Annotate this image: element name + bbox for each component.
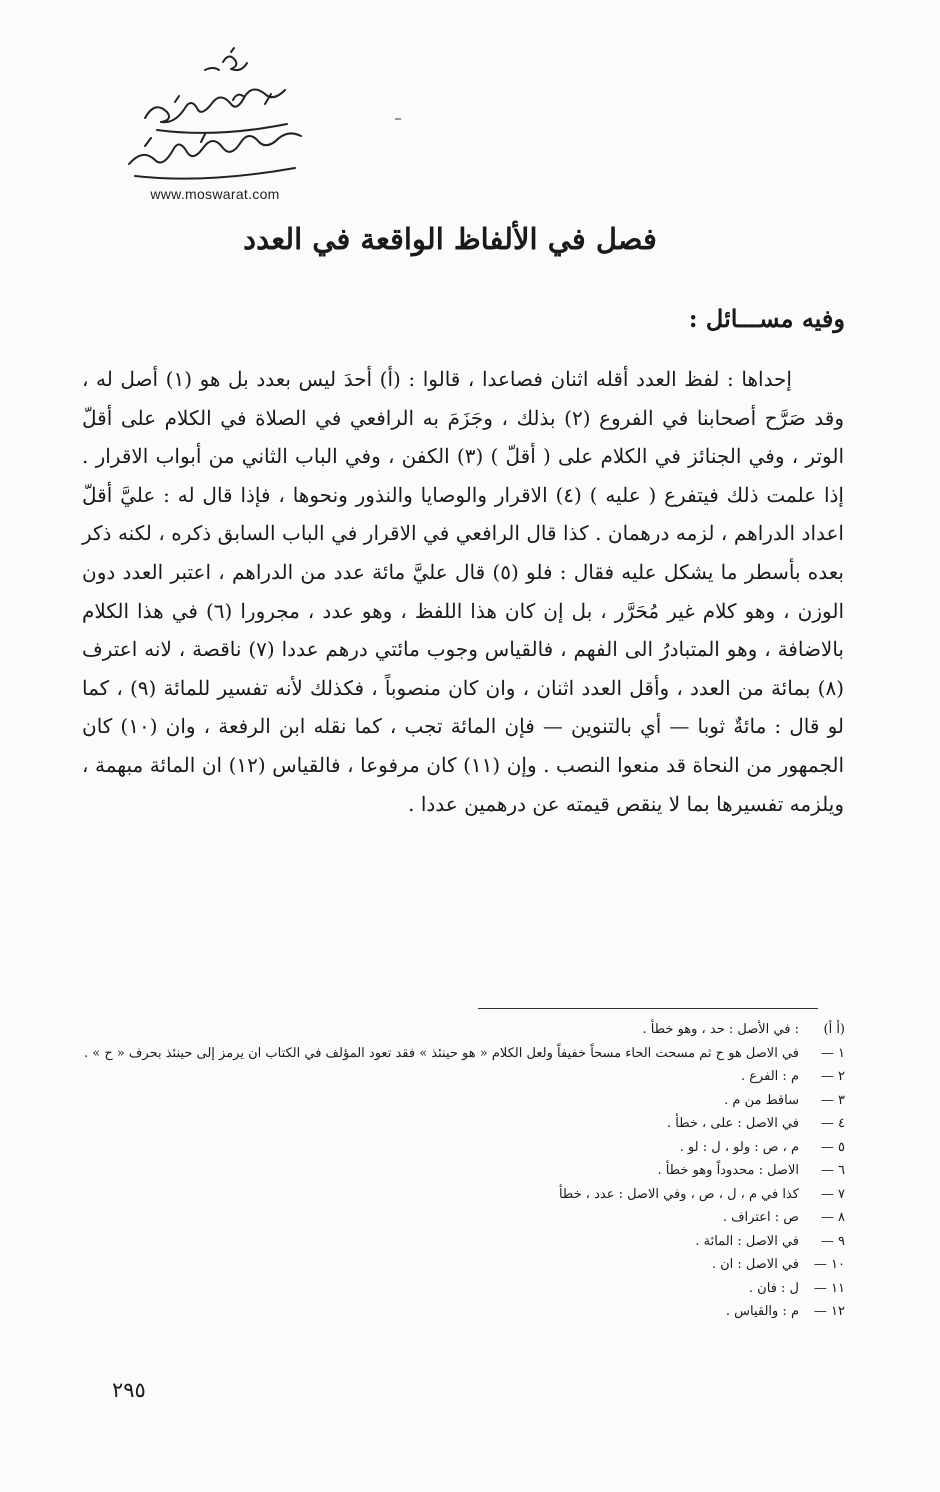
footnote-item (55, 1230, 845, 1254)
footnote-text: : في الأصل : حد ، وهو خطأ . (642, 1022, 799, 1037)
footnote-text: ل : فان . (748, 1280, 799, 1296)
footnote-text: ساقط من م . (724, 1092, 799, 1108)
footnote-marker: ٤ — (820, 1116, 845, 1131)
footnote-text: في الاصل : ان . (711, 1257, 799, 1272)
footnote-marker: ٣ — (820, 1092, 845, 1108)
footnote-text: في الاصل هو ح ثم مسحت الحاء مسحاً خفيفاً ولعل الكلام « هو حينئذ » فقد تعود المؤلف في الكتاب ان يرمز إلى حينئذ بحرف « ح » . (83, 1045, 799, 1061)
library-stamp (105, 40, 325, 210)
main-paragraph (82, 360, 844, 823)
page-number: ٢٩٥ (112, 1378, 146, 1402)
footnote-marker: ٩ — (820, 1233, 845, 1249)
website-url: www.moswarat.com (150, 186, 280, 202)
footnote-text: الاصل : محدوداً وهو خطأ . (657, 1163, 799, 1178)
footnote-text: في الاصل : على ، خطأ . (666, 1116, 799, 1131)
footnotes-list (55, 1018, 845, 1324)
footnote-item (55, 1042, 845, 1066)
footnote-marker: ٢ — (820, 1069, 845, 1084)
footnote-text: في الاصل : المائة . (695, 1233, 799, 1249)
footnote-marker: ٨ — (820, 1210, 845, 1225)
footnote-marker: ٥ — (820, 1139, 845, 1155)
footnote-item (55, 1183, 845, 1207)
footnote-item (55, 1065, 845, 1089)
footnote-marker: ١١ — (813, 1280, 845, 1296)
footnote-item (55, 1089, 845, 1113)
footnote-marker: ٧ — (820, 1186, 845, 1202)
section-subheading: وفيه مســـائل : (688, 304, 845, 333)
footnote-marker: ١٠ — (813, 1257, 845, 1272)
footnote-text: ص : اعتراف . (722, 1210, 799, 1225)
footnote-item (55, 1018, 845, 1042)
footnote-item (55, 1300, 845, 1324)
footnote-text: م : الفرع . (740, 1069, 799, 1084)
footnote-item (55, 1136, 845, 1160)
footnote-text: كذا في م ، ل ، ص ، وفي الاصل : عدد ، خطأ (558, 1186, 799, 1202)
footnote-item (55, 1112, 845, 1136)
footnote-text: م ، ص : ولو ، ل : لو . (679, 1139, 799, 1155)
footnote-item (55, 1277, 845, 1301)
paragraph-text: إحداها : لفظ العدد أقله اثنان فصاعدا ، قالوا : (أ) أحدَ ليس بعدد بل هو (١) أصل له ، وقد صَرَّح أصحابنا في الفروع (٢) بذلك ، وجَزَمَ به الرافعي في الصلاة في الكلام على أقلّ الوتر ، وفي الجنائز في الكلام على ( أقلّ ) (٣) الكفن ، وفي الباب الثاني من أبواب الاقرار . إذا علمت ذلك فيتفرع ( عليه ) (٤) الاقرار والوصايا والنذور ونحوها ، فإذا قال له : عليَّ أقلّ اعداد الدراهم ، لزمه درهمان . كذا قال الرافعي في الاقرار في الباب السابق ذكره ، لكنه ذكر بعده بأسطر ما يشكل عليه فقال : فلو (٥) قال عليَّ مائة عدد من الدراهم ، اعتبر العدد دون الوزن ، وهو كلام غير مُحَرَّر ، بل إن كان هذا اللفظ ، وهو عدد ، مجرورا (٦) في هذا الكلام بالاضافة ، وهو المتبادرُ الى الفهم ، فالقياس وجوب مائتي درهم عددا (٧) ناقصة ، لانه اعترف (٨) بمائة من العدد ، وأقل العدد اثنان ، وان كان منصوباً ، فكذلك لأنه تفسير للمائة (٩) ، كما لو قال : مائةٌ ثوبا — أي بالتنوين — فإن المائة تجب ، كما نقله ابن الرفعة ، وان (١٠) كان الجمهور من النحاة قد منعوا النصب . وإن (١١) كان مرفوعا ، فالقياس (١٢) ان المائة مبهمة ، ويلزمه تفسيرها بما لا ينقص قيمته عن درهمين عددا . (82, 367, 845, 816)
footnote-text: م : والقياس . (725, 1304, 799, 1319)
chapter-heading: فصل في الألفاظ الواقعة في العدد (243, 222, 657, 256)
footnote-marker: (أ أ) (823, 1022, 845, 1037)
footnote-item (55, 1206, 845, 1230)
footnote-marker: ١ — (820, 1045, 845, 1061)
footnote-marker: ١٢ — (813, 1304, 845, 1319)
footnote-marker: ٦ — (820, 1163, 845, 1178)
footnote-divider (478, 1008, 818, 1009)
scan-speck (395, 118, 401, 120)
footnote-item (55, 1253, 845, 1277)
calligraphy-signature (105, 40, 325, 190)
footnote-item (55, 1159, 845, 1183)
